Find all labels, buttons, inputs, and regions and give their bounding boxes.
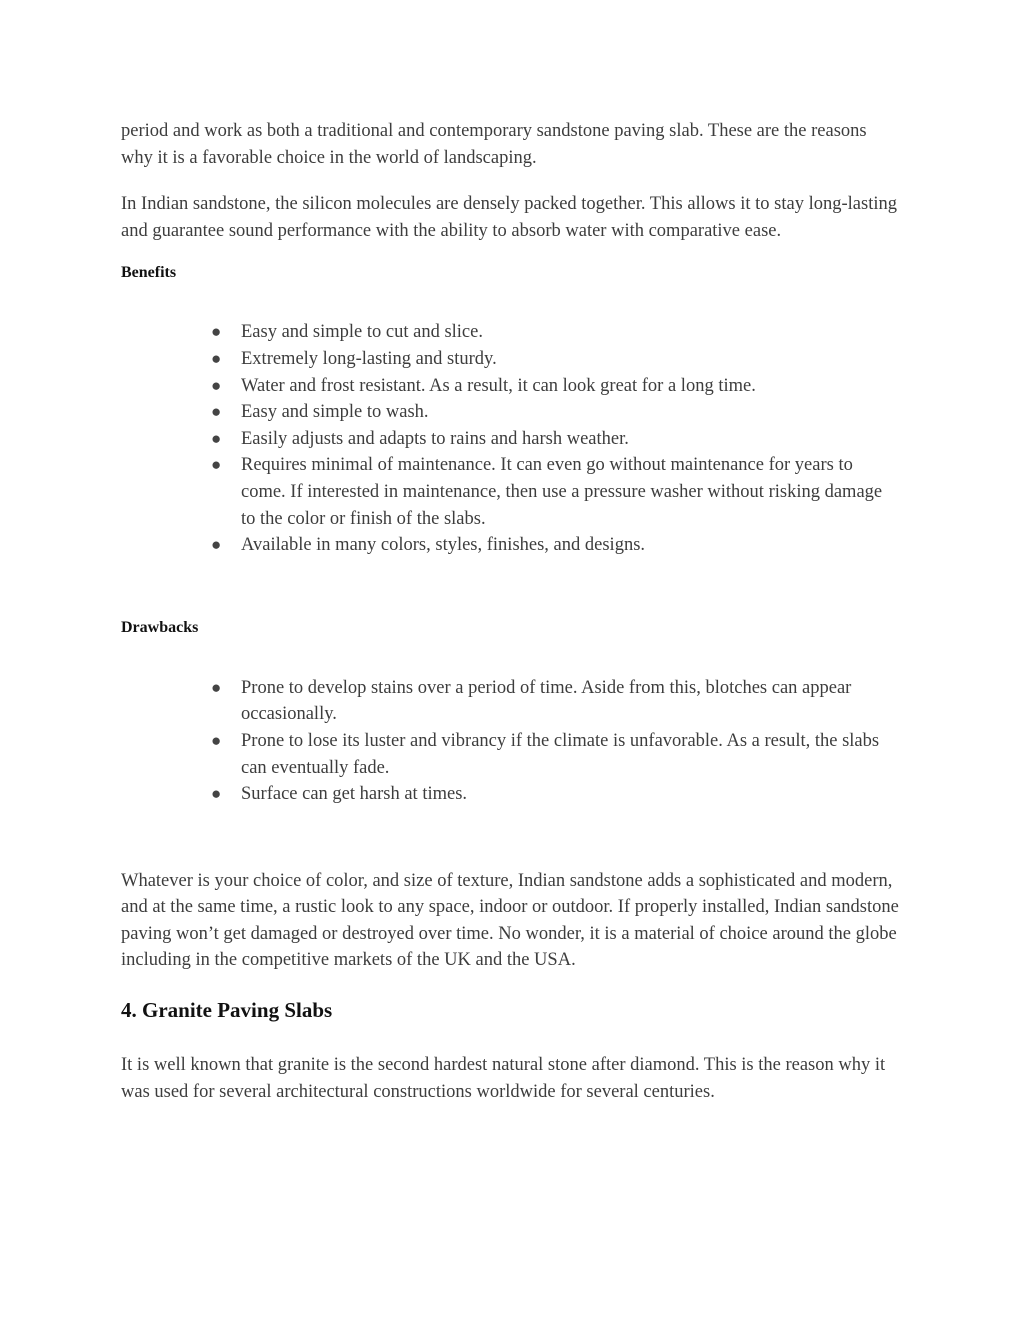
bullet-icon: ● xyxy=(211,455,222,475)
drawbacks-heading: Drawbacks xyxy=(121,618,199,636)
list-item: ● Prone to develop stains over a period of time. Aside from this, blotches can appear occasionally. xyxy=(241,675,901,728)
benefits-list xyxy=(121,319,901,558)
list-item: ● Available in many colors, styles, finishes, and designs. xyxy=(241,532,901,559)
intro-paragraph-1: period and work as both a traditional and contemporary sandstone paving slab. These are the reasons why it is a favorable choice in the world of landscaping. xyxy=(121,121,867,168)
bullet-icon: ● xyxy=(211,428,222,448)
document-page xyxy=(121,118,901,1105)
bullet-icon: ● xyxy=(211,730,222,750)
list-item: ● Water and frost resistant. As a result, it can look great for a long time. xyxy=(241,373,901,400)
bullet-icon: ● xyxy=(211,677,222,697)
bullet-icon: ● xyxy=(211,375,222,395)
list-item: ● Extremely long-lasting and sturdy. xyxy=(241,346,901,373)
list-item: ● Prone to lose its luster and vibrancy if the climate is unfavorable. As a result, the slabs can eventually fade. xyxy=(241,728,901,781)
list-item: ● Surface can get harsh at times. xyxy=(241,781,901,808)
bullet-icon: ● xyxy=(211,535,222,555)
bullet-icon: ● xyxy=(211,402,222,422)
bullet-icon: ● xyxy=(211,784,222,804)
closing-paragraph: Whatever is your choice of color, and size of texture, Indian sandstone adds a sophisticated and modern, and at the same time, a rustic look to any space, indoor or outdoor. If properly installed, Indian sandstone paving won’t get damaged or destroyed over time. No wonder, it is a material of choice around the globe including in the competitive markets of the UK and the USA. xyxy=(121,870,899,971)
bullet-icon: ● xyxy=(211,322,222,342)
granite-paragraph: It is well known that granite is the second hardest natural stone after diamond. This is the reason why it was used for several architectural constructions worldwide for several centuries. xyxy=(121,1055,886,1102)
list-item: ● Requires minimal of maintenance. It can even go without maintenance for years to come. If interested in maintenance, then use a pressure washer without risking damage to the color or finish of the slabs. xyxy=(241,452,901,532)
bullet-icon: ● xyxy=(211,348,222,368)
list-item: ● Easily adjusts and adapts to rains and harsh weather. xyxy=(241,426,901,453)
list-item: ● Easy and simple to cut and slice. xyxy=(241,319,901,346)
benefits-heading: Benefits xyxy=(121,264,177,282)
intro-paragraph-2: In Indian sandstone, the silicon molecules are densely packed together. This allows it to stay long-lasting and guarantee sound performance with the ability to absorb water with comparative ease. xyxy=(121,194,897,241)
list-item: ● Easy and simple to wash. xyxy=(241,399,901,426)
section-heading: 4. Granite Paving Slabs xyxy=(121,998,333,1023)
drawbacks-list xyxy=(121,675,901,808)
